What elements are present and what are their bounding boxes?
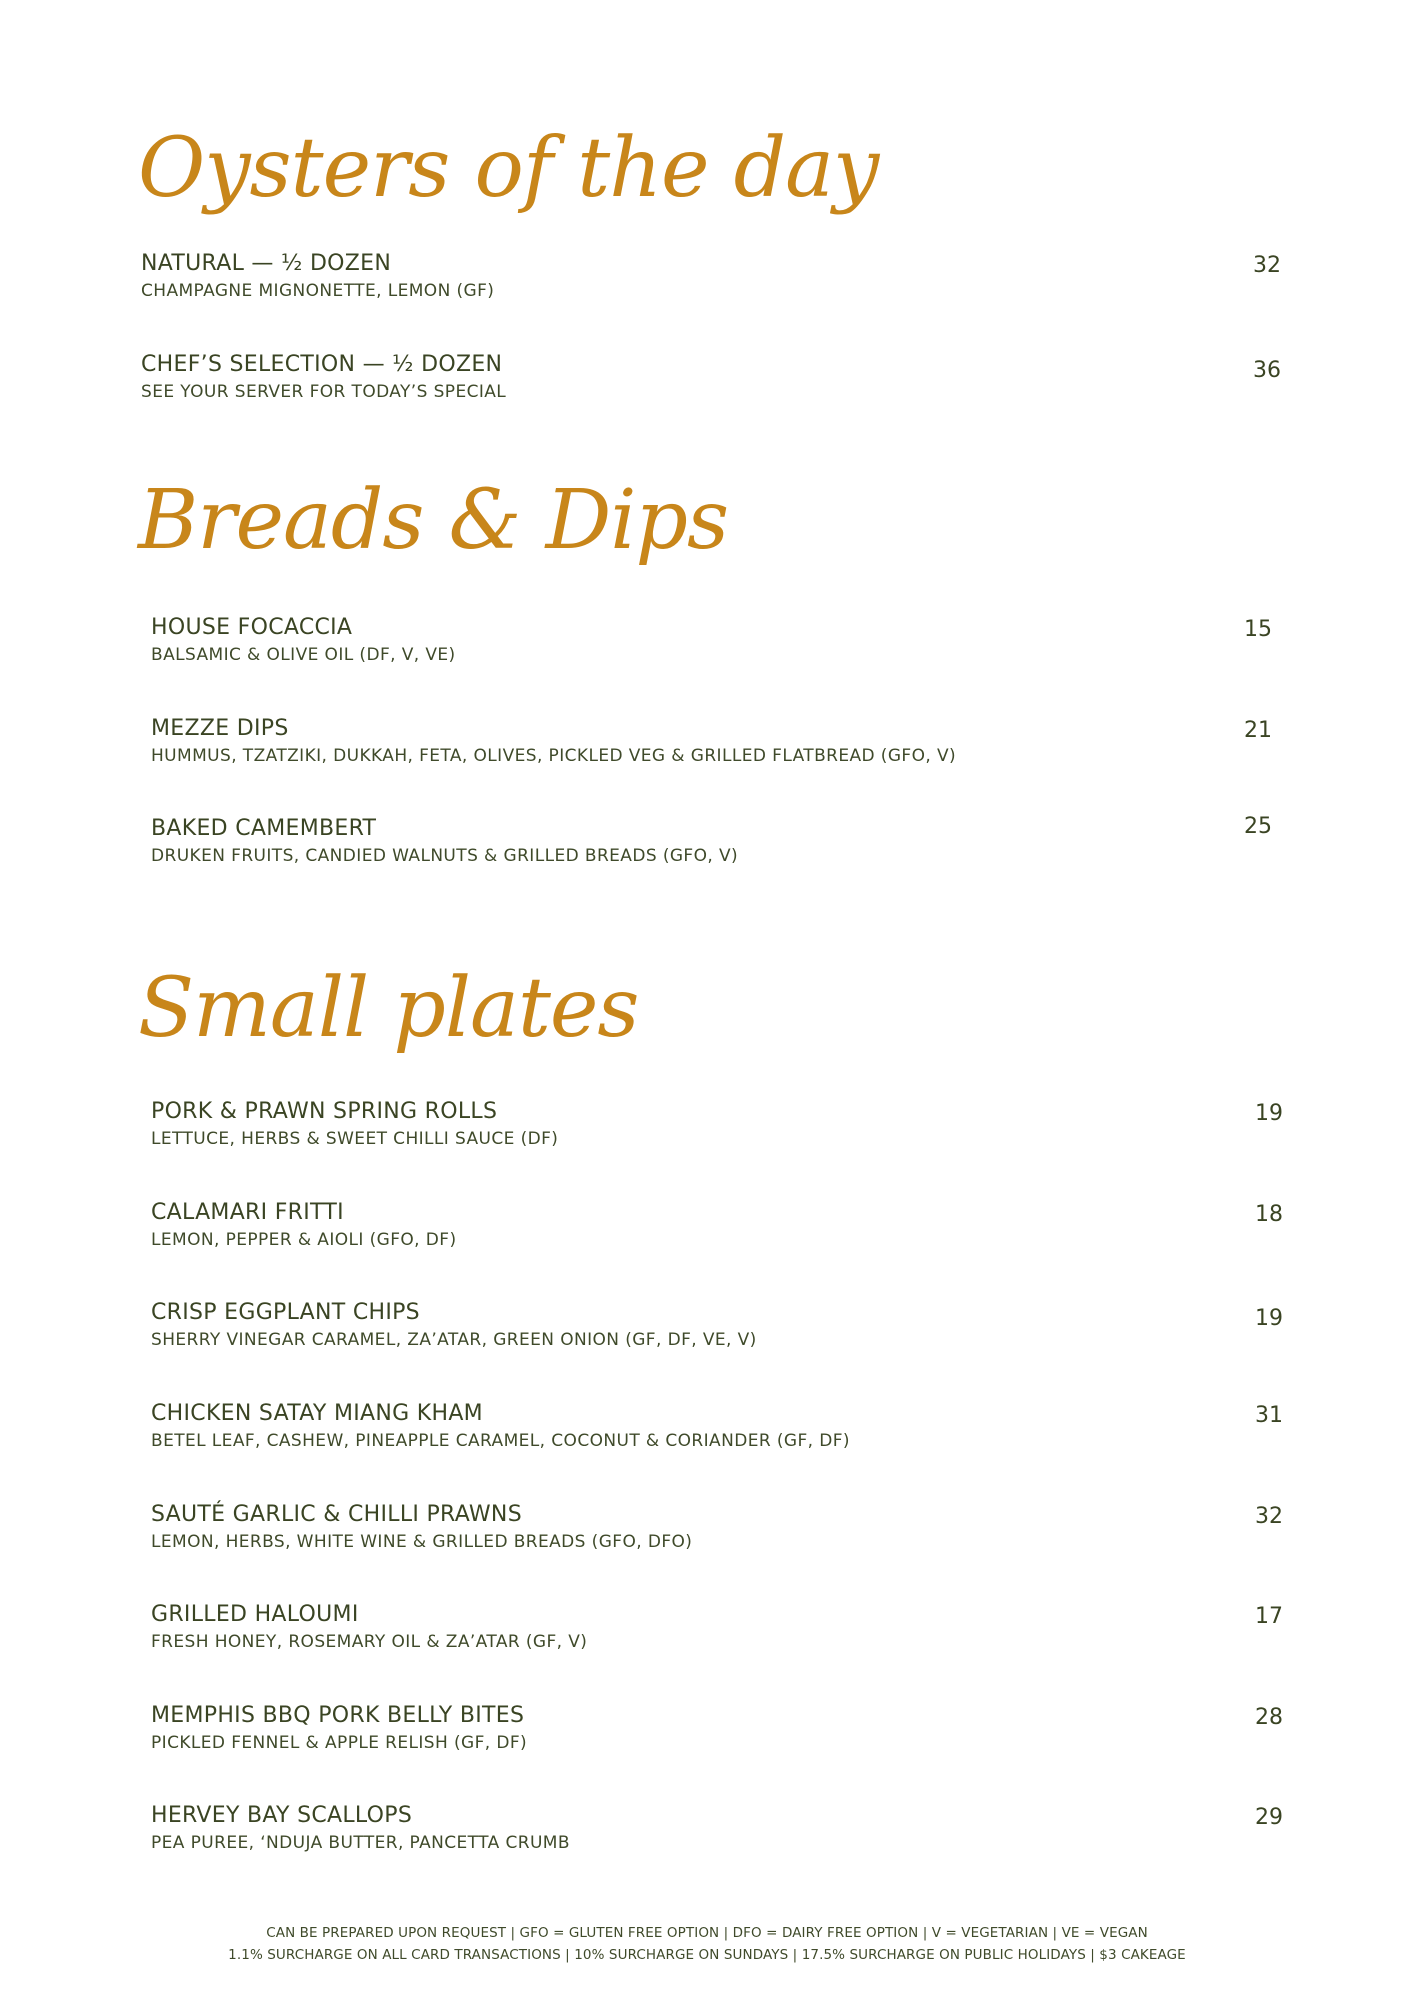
item-name: MEZZE DIPS [151, 716, 289, 741]
item-description: SHERRY VINEGAR CARAMEL, ZA’ATAR, GREEN ONION (GF, DF, VE, V) [151, 1330, 757, 1350]
item-description: CHAMPAGNE MIGNONETTE, LEMON (GF) [141, 281, 495, 301]
item-description: SEE YOUR SERVER FOR TODAY’S SPECIAL [141, 382, 507, 402]
menu-item [151, 1401, 1301, 1461]
menu-item [151, 1703, 1301, 1763]
menu-item [151, 615, 1301, 675]
menu-item [141, 352, 1291, 412]
item-description: BALSAMIC & OLIVE OIL (DF, V, VE) [151, 645, 456, 665]
item-price: 32 [1255, 1504, 1283, 1529]
section-title-oysters: Oysters of the day [138, 121, 879, 216]
item-description: PEA PUREE, ‘NDUJA BUTTER, PANCETTA CRUMB [151, 1833, 570, 1853]
menu-item [151, 1502, 1301, 1562]
item-description: LEMON, HERBS, WHITE WINE & GRILLED BREADS (GFO, DFO) [151, 1532, 693, 1552]
item-name: HERVEY BAY SCALLOPS [151, 1803, 413, 1828]
menu-item [151, 1099, 1301, 1159]
item-price: 25 [1244, 814, 1272, 839]
item-price: 15 [1244, 617, 1272, 642]
item-name: GRILLED HALOUMI [151, 1602, 359, 1627]
item-price: 31 [1255, 1403, 1283, 1428]
item-name: HOUSE FOCACCIA [151, 615, 353, 640]
footer-dietary-legend: CAN BE PREPARED UPON REQUEST | GFO = GLUTEN FREE OPTION | DFO = DAIRY FREE OPTION | V = VEGETARIAN | VE = VEGAN [266, 1925, 1148, 1941]
menu-item [151, 1602, 1301, 1662]
item-name: CHEF’S SELECTION — ½ DOZEN [141, 352, 503, 377]
footer-surcharge-note: 1.1% SURCHARGE ON ALL CARD TRANSACTIONS | 10% SURCHARGE ON SUNDAYS | 17.5% SURCHARGE ON PUBLIC HOLIDAYS | $3 CAKEAGE [228, 1947, 1186, 1963]
item-name: SAUTÉ GARLIC & CHILLI PRAWNS [151, 1502, 522, 1527]
item-description: HUMMUS, TZATZIKI, DUKKAH, FETA, OLIVES, PICKLED VEG & GRILLED FLATBREAD (GFO, V) [151, 746, 957, 766]
item-name: CRISP EGGPLANT CHIPS [151, 1300, 420, 1325]
menu-item [151, 816, 1301, 876]
item-price: 19 [1255, 1101, 1283, 1126]
section-title-breads-dips: Breads & Dips [138, 473, 729, 568]
item-name: MEMPHIS BBQ PORK BELLY BITES [151, 1703, 525, 1728]
section-title-small-plates: Small plates [138, 961, 639, 1056]
item-price: 17 [1255, 1604, 1283, 1629]
menu-item [151, 1200, 1301, 1260]
item-description: DRUKEN FRUITS, CANDIED WALNUTS & GRILLED BREADS (GFO, V) [151, 846, 739, 866]
item-description: LEMON, PEPPER & AIOLI (GFO, DF) [151, 1230, 457, 1250]
item-description: FRESH HONEY, ROSEMARY OIL & ZA’ATAR (GF, V) [151, 1632, 588, 1652]
item-name: BAKED CAMEMBERT [151, 816, 377, 841]
item-price: 21 [1244, 718, 1272, 743]
item-name: NATURAL — ½ DOZEN [141, 251, 392, 276]
menu-item [151, 1300, 1301, 1360]
item-description: PICKLED FENNEL & APPLE RELISH (GF, DF) [151, 1733, 528, 1753]
item-price: 36 [1253, 358, 1281, 383]
menu-item [141, 251, 1291, 311]
item-price: 18 [1255, 1202, 1283, 1227]
menu-item [151, 1803, 1301, 1863]
item-name: CALAMARI FRITTI [151, 1200, 344, 1225]
item-price: 29 [1255, 1805, 1283, 1830]
item-name: PORK & PRAWN SPRING ROLLS [151, 1099, 498, 1124]
item-price: 28 [1255, 1705, 1283, 1730]
item-price: 19 [1255, 1306, 1283, 1331]
item-price: 32 [1253, 253, 1281, 278]
menu-item [151, 716, 1301, 776]
item-description: LETTUCE, HERBS & SWEET CHILLI SAUCE (DF) [151, 1129, 559, 1149]
item-description: BETEL LEAF, CASHEW, PINEAPPLE CARAMEL, COCONUT & CORIANDER (GF, DF) [151, 1431, 850, 1451]
item-name: CHICKEN SATAY MIANG KHAM [151, 1401, 483, 1426]
